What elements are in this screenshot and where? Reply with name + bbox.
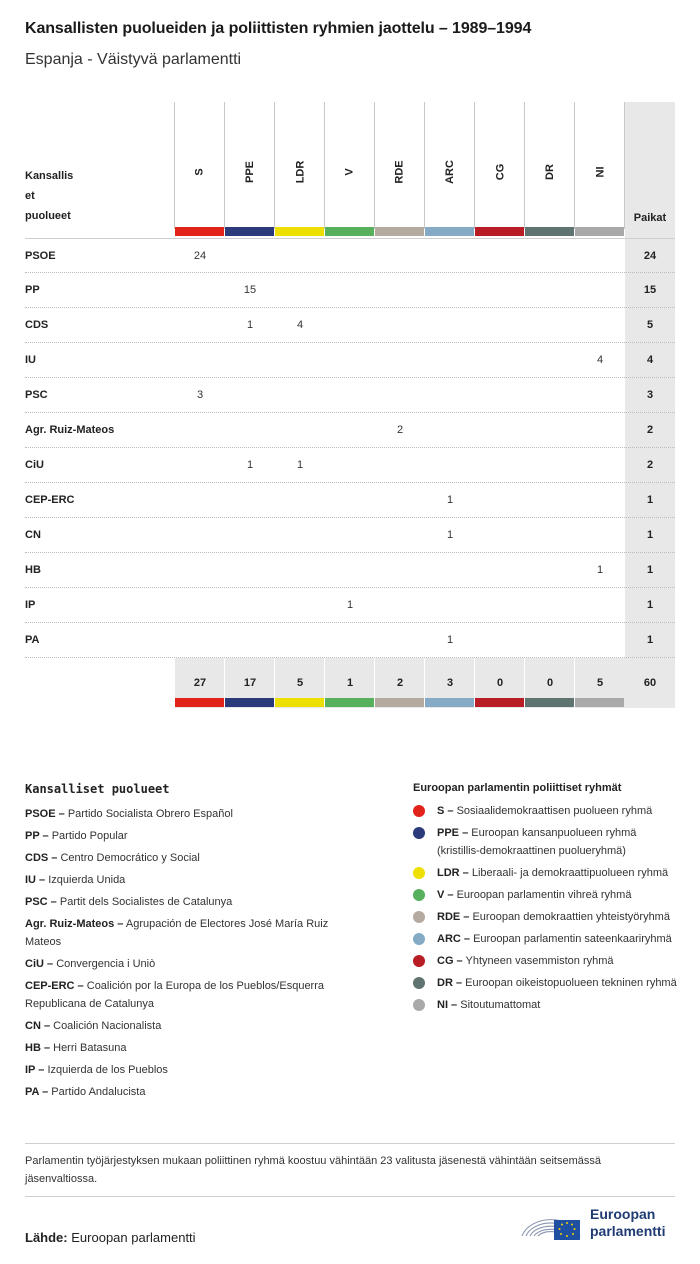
party-legend-item bbox=[25, 915, 365, 951]
total-divider bbox=[424, 658, 425, 708]
group-total-cg: 0 bbox=[496, 677, 504, 689]
party-legend-name: Izquierda Unida bbox=[48, 874, 126, 886]
group-color-bar-arc bbox=[425, 227, 474, 236]
european-parliament-logo-icon bbox=[518, 1206, 584, 1246]
table-row bbox=[25, 413, 675, 448]
group-legend-name: Euroopan oikeistopuolueen tekninen ryhmä bbox=[465, 977, 677, 989]
group-legend-abbr: PPE – bbox=[437, 827, 469, 839]
party-legend-abbr: PSOE – bbox=[25, 808, 65, 820]
party-legend-item bbox=[25, 977, 365, 1013]
row-total: 5 bbox=[646, 319, 654, 331]
group-header-rde bbox=[375, 122, 425, 222]
seat-count: 1 bbox=[246, 459, 254, 471]
source-value: Euroopan parlamentti bbox=[71, 1230, 196, 1245]
group-header-label: CG bbox=[494, 163, 506, 181]
table-row bbox=[25, 378, 675, 413]
seat-count: 1 bbox=[446, 529, 454, 541]
group-legend-name: Liberaali- ja demokraattipuolueen ryhmä bbox=[471, 867, 669, 879]
party-name: PSC bbox=[25, 389, 48, 401]
party-legend-abbr: CEP-ERC – bbox=[25, 980, 84, 992]
party-legend-name: Partido Socialista Obrero Español bbox=[67, 808, 233, 820]
group-legend-item bbox=[413, 974, 678, 992]
party-legend-abbr: IP – bbox=[25, 1064, 45, 1076]
party-legend-abbr: Agr. Ruiz-Mateos – bbox=[25, 918, 124, 930]
group-legend-item bbox=[413, 930, 678, 948]
seat-count: 15 bbox=[243, 284, 257, 296]
seat-count: 1 bbox=[246, 319, 254, 331]
party-legend-abbr: HB – bbox=[25, 1042, 51, 1054]
row-total: 2 bbox=[646, 459, 654, 471]
group-color-bar-cg bbox=[475, 227, 524, 236]
total-divider bbox=[374, 658, 375, 708]
total-divider bbox=[274, 658, 275, 708]
group-color-dot-icon bbox=[413, 889, 425, 901]
party-legend-name: Coalición Nacionalista bbox=[53, 1020, 162, 1032]
total-divider bbox=[224, 658, 225, 708]
group-legend-abbr: S – bbox=[437, 805, 454, 817]
seat-count: 4 bbox=[296, 319, 304, 331]
party-legend-abbr: PSC – bbox=[25, 896, 57, 908]
group-color-bar-s bbox=[175, 227, 224, 236]
seat-count: 1 bbox=[346, 599, 354, 611]
party-column-header: Kansallis et puolueet bbox=[25, 170, 74, 222]
table-row bbox=[25, 448, 675, 483]
national-parties-legend-title: Kansalliset puolueet bbox=[25, 782, 170, 796]
table-row bbox=[25, 623, 675, 658]
seats-column-header: Paikat bbox=[633, 212, 667, 224]
group-legend-abbr: RDE – bbox=[437, 911, 470, 923]
group-header-dr bbox=[525, 122, 575, 222]
group-header-label: ARC bbox=[444, 160, 456, 184]
group-legend-item bbox=[413, 996, 678, 1014]
party-legend-name: Agrupación de Electores José María Ruiz Mateos bbox=[25, 918, 329, 948]
group-header-label: RDE bbox=[393, 160, 406, 184]
group-header-arc bbox=[425, 122, 475, 222]
table-row bbox=[25, 518, 675, 553]
row-total: 4 bbox=[646, 354, 654, 366]
group-header-ni bbox=[575, 122, 625, 222]
total-divider bbox=[474, 658, 475, 708]
party-name: CiU bbox=[25, 459, 44, 471]
table-row bbox=[25, 308, 675, 343]
row-total: 1 bbox=[646, 634, 654, 646]
group-color-bar-ldr bbox=[275, 227, 324, 236]
source-label: Lähde: bbox=[25, 1230, 68, 1245]
group-legend-name: Euroopan parlamentin vihreä ryhmä bbox=[456, 889, 632, 901]
row-total: 1 bbox=[646, 529, 654, 541]
group-header-label: NI bbox=[594, 166, 606, 178]
party-legend-name: Herri Batasuna bbox=[53, 1042, 127, 1054]
group-color-dot-icon bbox=[413, 911, 425, 923]
table-row bbox=[25, 238, 675, 273]
party-legend-abbr: PP – bbox=[25, 830, 49, 842]
seat-count: 1 bbox=[596, 564, 604, 576]
group-color-bar-rde bbox=[375, 227, 424, 236]
party-legend-item bbox=[25, 893, 365, 911]
group-legend-name: Euroopan parlamentin sateenkaariryhmä bbox=[473, 933, 672, 945]
group-legend-item bbox=[413, 824, 678, 860]
group-color-bar-v bbox=[325, 227, 374, 236]
group-header-v bbox=[325, 122, 375, 222]
group-total-ldr: 5 bbox=[296, 677, 304, 689]
group-header-label: LDR bbox=[293, 160, 306, 184]
group-header-ppe bbox=[225, 122, 275, 222]
divider bbox=[25, 1143, 675, 1144]
party-legend-item bbox=[25, 871, 365, 889]
seat-count: 2 bbox=[396, 424, 404, 436]
row-total: 24 bbox=[643, 250, 657, 262]
party-legend-name: Partido Andalucista bbox=[51, 1086, 146, 1098]
group-legend-abbr: V – bbox=[437, 889, 454, 901]
group-color-bar-dr bbox=[525, 227, 574, 236]
seat-count: 1 bbox=[446, 494, 454, 506]
political-groups-legend-title: Euroopan parlamentin poliittiset ryhmät bbox=[413, 782, 622, 794]
group-total-dr: 0 bbox=[546, 677, 554, 689]
party-legend-item bbox=[25, 1017, 365, 1035]
row-total: 15 bbox=[643, 284, 657, 296]
seat-count: 24 bbox=[193, 250, 207, 262]
group-legend-item bbox=[413, 864, 678, 882]
page-title: Kansallisten puolueiden ja poliittisten ryhmien jaottelu – 1989–1994 bbox=[25, 20, 532, 37]
political-groups-legend bbox=[413, 782, 678, 1018]
row-total: 1 bbox=[646, 494, 654, 506]
group-color-dot-icon bbox=[413, 955, 425, 967]
grand-total: 60 bbox=[643, 677, 657, 689]
seat-count: 4 bbox=[596, 354, 604, 366]
group-header-label: V bbox=[344, 168, 356, 176]
party-legend-item bbox=[25, 1061, 365, 1079]
row-total: 2 bbox=[646, 424, 654, 436]
party-name: Agr. Ruiz-Mateos bbox=[25, 424, 115, 436]
party-legend-abbr: CN – bbox=[25, 1020, 51, 1032]
party-legend-item bbox=[25, 805, 365, 823]
group-color-dot-icon bbox=[413, 867, 425, 879]
seat-count: 1 bbox=[296, 459, 304, 471]
party-name: CN bbox=[25, 529, 41, 541]
party-legend-abbr: CiU – bbox=[25, 958, 54, 970]
group-legend-abbr: LDR – bbox=[437, 867, 469, 879]
group-total-arc: 3 bbox=[446, 677, 454, 689]
group-color-dot-icon bbox=[413, 805, 425, 817]
group-legend-name: Euroopan kansanpuolueen ryhmä (kristillis-demokraattinen puolueryhmä) bbox=[437, 827, 637, 857]
group-header-s bbox=[175, 122, 225, 222]
total-divider bbox=[524, 658, 525, 708]
party-legend-item bbox=[25, 849, 365, 867]
row-total: 1 bbox=[646, 599, 654, 611]
party-legend-abbr: PA – bbox=[25, 1086, 49, 1098]
group-legend-item bbox=[413, 952, 678, 970]
party-name: IP bbox=[25, 599, 36, 611]
group-legend-abbr: NI – bbox=[437, 999, 458, 1011]
group-total-ppe: 17 bbox=[243, 677, 257, 689]
group-header-cg bbox=[475, 122, 525, 222]
group-legend-name: Euroopan demokraattien yhteistyöryhmä bbox=[472, 911, 670, 923]
party-legend-name: Centro Democrático y Social bbox=[60, 852, 200, 864]
group-legend-name: Sosiaalidemokraattisen puolueen ryhmä bbox=[456, 805, 653, 817]
group-legend-item bbox=[413, 886, 678, 904]
source-line bbox=[25, 1230, 196, 1245]
party-legend-name: Izquierda de los Pueblos bbox=[47, 1064, 168, 1076]
party-legend-name: Convergencia i Uniò bbox=[56, 958, 156, 970]
party-name: PP bbox=[25, 284, 40, 296]
party-legend-name: Partit dels Socialistes de Catalunya bbox=[59, 896, 233, 908]
seat-count: 1 bbox=[446, 634, 454, 646]
party-name: PA bbox=[25, 634, 40, 646]
group-total-v: 1 bbox=[346, 677, 354, 689]
group-legend-name: Yhtyneen vasemmiston ryhmä bbox=[465, 955, 614, 967]
footnote: Parlamentin työjärjestyksen mukaan poliittinen ryhmä koostuu vähintään 23 valitusta jäsenestä vähintään seitsemässä jäsenvaltiossa. bbox=[25, 1155, 601, 1185]
group-color-dot-icon bbox=[413, 827, 425, 839]
group-legend-abbr: CG – bbox=[437, 955, 463, 967]
party-legend-name: Partido Popular bbox=[51, 830, 128, 842]
group-legend-abbr: DR – bbox=[437, 977, 463, 989]
group-total-rde: 2 bbox=[396, 677, 404, 689]
distribution-table bbox=[25, 102, 675, 710]
group-color-dot-icon bbox=[413, 933, 425, 945]
group-header-label: DR bbox=[543, 164, 556, 180]
party-legend-item bbox=[25, 955, 365, 973]
group-header-ldr bbox=[275, 122, 325, 222]
group-color-bar-ppe bbox=[225, 227, 274, 236]
party-name: HB bbox=[25, 564, 41, 576]
logo-text: Euroopan parlamentti bbox=[590, 1206, 666, 1239]
divider bbox=[25, 1196, 675, 1197]
group-header-label: PPE bbox=[243, 160, 256, 184]
row-total: 3 bbox=[646, 389, 654, 401]
group-legend-abbr: ARC – bbox=[437, 933, 471, 945]
total-divider bbox=[324, 658, 325, 708]
group-legend-item bbox=[413, 802, 678, 820]
table-row bbox=[25, 273, 675, 308]
table-row bbox=[25, 588, 675, 623]
seat-count: 3 bbox=[196, 389, 204, 401]
party-legend-item bbox=[25, 827, 365, 845]
group-total-s: 27 bbox=[193, 677, 207, 689]
party-legend-abbr: IU – bbox=[25, 874, 46, 886]
row-total: 1 bbox=[646, 564, 654, 576]
party-name: PSOE bbox=[25, 250, 56, 262]
total-divider bbox=[574, 658, 575, 708]
group-total-ni: 5 bbox=[596, 677, 604, 689]
table-row bbox=[25, 343, 675, 378]
party-legend-item bbox=[25, 1039, 365, 1057]
group-color-bar-ni bbox=[575, 227, 624, 236]
party-legend-name: Coalición por la Europa de los Pueblos/Esquerra Republicana de Catalunya bbox=[25, 980, 325, 1010]
party-legend-abbr: CDS – bbox=[25, 852, 58, 864]
table-row bbox=[25, 553, 675, 588]
group-color-dot-icon bbox=[413, 999, 425, 1011]
party-legend-item bbox=[25, 1083, 365, 1101]
group-legend-name: Sitoutumattomat bbox=[460, 999, 541, 1011]
group-legend-item bbox=[413, 908, 678, 926]
party-name: IU bbox=[25, 354, 36, 366]
page-subtitle: Espanja - Väistyvä parlamentti bbox=[25, 51, 242, 68]
european-parliament-logo bbox=[518, 1206, 678, 1246]
group-color-dot-icon bbox=[413, 977, 425, 989]
group-header-label: S bbox=[194, 168, 206, 176]
table-row bbox=[25, 483, 675, 518]
party-name: CEP-ERC bbox=[25, 494, 75, 506]
party-name: CDS bbox=[25, 319, 49, 331]
national-parties-legend bbox=[25, 782, 365, 1105]
